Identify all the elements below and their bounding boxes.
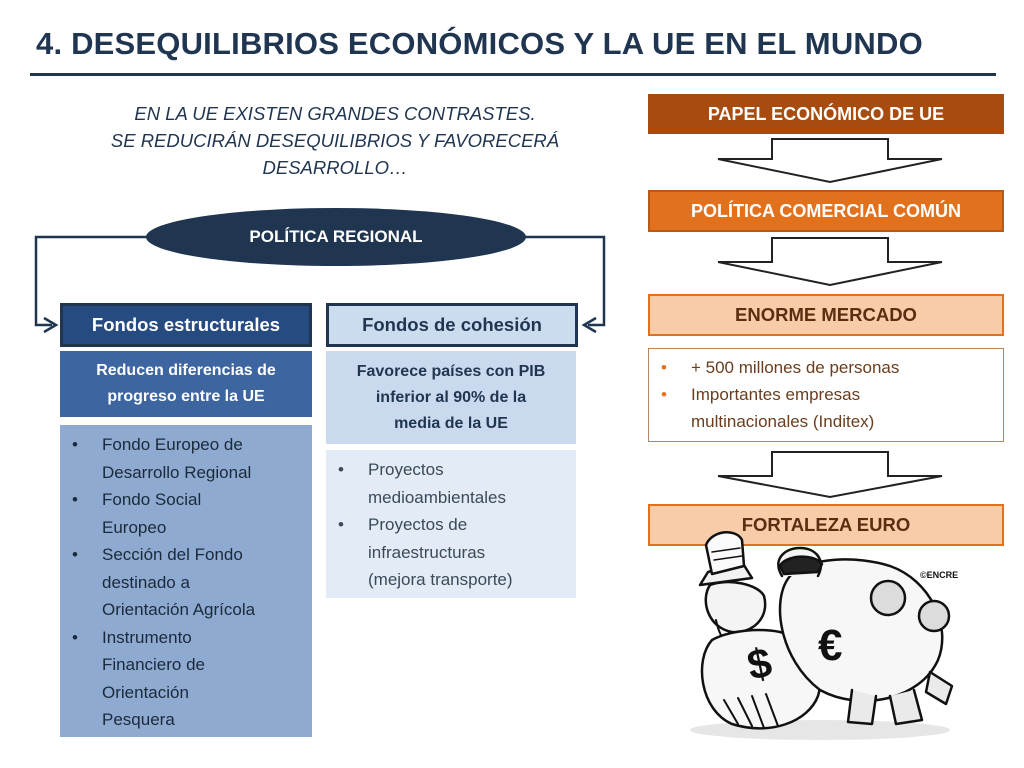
page-title: 4. DESEQUILIBRIOS ECONÓMICOS Y LA UE EN EL MUNDO xyxy=(36,26,923,61)
structural-desc-line-1: Reducen diferencias de xyxy=(96,362,276,379)
uncle-sam-hat-icon xyxy=(706,532,744,574)
euro-symbol: € xyxy=(818,621,843,670)
enorme-mercado-box: ENORME MERCADO xyxy=(648,294,1004,336)
regional-policy-oval: POLÍTICA REGIONAL xyxy=(146,208,526,266)
list-item: • Instrumento Financiero de Orientación Pesquera xyxy=(60,624,312,734)
intro-line-1: EN LA UE EXISTEN GRANDES CONTRASTES. xyxy=(134,103,536,124)
dollar-symbol: $ xyxy=(743,638,776,690)
structural-desc-line-2: progreso entre la UE xyxy=(107,388,265,405)
cohesion-desc-line-2: inferior al 90% de la xyxy=(375,388,527,406)
list-item: • Fondo Social Europeo xyxy=(60,486,312,541)
fortaleza-euro-box: FORTALEZA EURO xyxy=(648,504,1004,546)
boxing-glove-icon xyxy=(871,581,905,615)
list-item: • + 500 millones de personas xyxy=(649,354,1003,381)
intro-line-2: SE REDUCIRÁN DESEQUILIBRIOS Y FAVORECERÁ xyxy=(110,130,560,151)
cohesion-desc-line-1: Favorece países con PIB xyxy=(356,362,546,380)
list-item: • Proyectos medioambientales xyxy=(326,456,576,511)
cap-icon xyxy=(780,557,822,574)
list-item: • Importantes empresas multinacionales (Inditex) xyxy=(649,381,1003,435)
structural-funds-header: Fondos estructurales xyxy=(60,303,312,347)
papel-economico-box: PAPEL ECONÓMICO DE UE xyxy=(648,94,1004,134)
uncle-sam-head xyxy=(706,582,765,632)
cohesion-desc-line-3: media de la UE xyxy=(394,414,508,432)
cartoon-signature: ©ENCRE xyxy=(920,570,959,580)
intro-line-3: DESARROLLO… xyxy=(262,157,408,178)
list-item: • Sección del Fondo destinado a Orientación Agrícola xyxy=(60,541,312,624)
cohesion-funds-header: Fondos de cohesión xyxy=(326,303,578,347)
boxing-glove-icon xyxy=(919,601,949,631)
politica-comercial-box: POLÍTICA COMERCIAL COMÚN xyxy=(648,190,1004,232)
list-item: • Fondo Europeo de Desarrollo Regional xyxy=(60,431,312,486)
list-item: • Proyectos de infraestructuras (mejora transporte) xyxy=(326,511,576,594)
